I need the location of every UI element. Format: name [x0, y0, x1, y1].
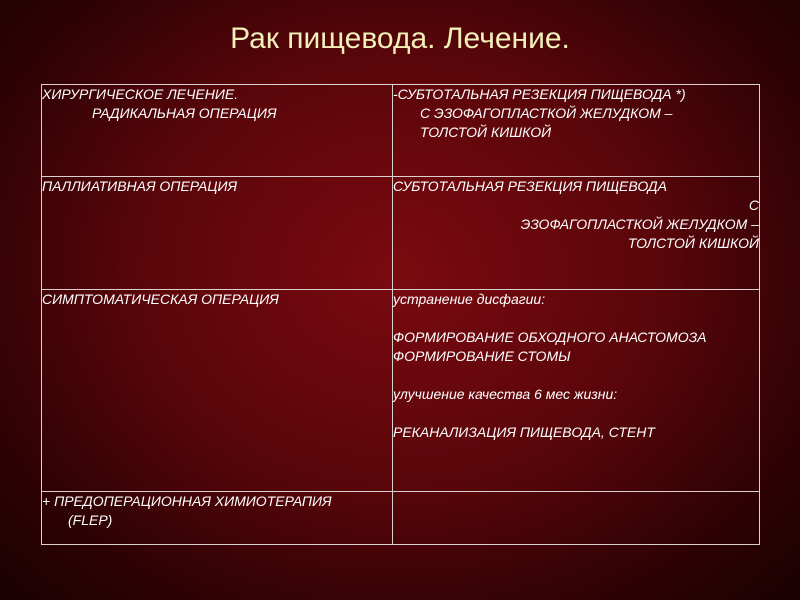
cell-text: -СУБТОТАЛЬНАЯ РЕЗЕКЦИЯ ПИЩЕВОДА *): [393, 86, 686, 102]
cell-text: С: [748, 197, 759, 213]
cell-text: улучшение качества 6 мес жизни:: [393, 386, 618, 402]
cell-text: СИМПТОМАТИЧЕСКАЯ ОПЕРАЦИЯ: [42, 291, 279, 307]
cell-text: С ЭЗОФАГОПЛАСТКОЙ ЖЕЛУДКОМ –: [420, 105, 673, 121]
table-row: [42, 492, 760, 545]
table-cell-empty: [393, 492, 760, 545]
cell-text: ЭЗОФАГОПЛАСТКОЙ ЖЕЛУДКОМ –: [520, 216, 759, 232]
spacer: [393, 404, 759, 423]
cell-text: ТОЛСТОЙ КИШКОЙ: [420, 124, 552, 140]
table-cell: [42, 290, 393, 492]
cell-text: устранение дисфагии:: [393, 291, 546, 307]
cell-text: СУБТОТАЛЬНАЯ РЕЗЕКЦИЯ ПИЩЕВОДА: [393, 178, 667, 194]
cell-text: ПАЛЛИАТИВНАЯ ОПЕРАЦИЯ: [42, 178, 238, 194]
cell-text: РАДИКАЛЬНАЯ ОПЕРАЦИЯ: [92, 105, 277, 121]
table-cell: [42, 85, 393, 177]
table-cell: [42, 492, 393, 545]
table-row: [42, 290, 760, 492]
table-cell: [393, 177, 760, 290]
spacer: [393, 366, 759, 385]
cell-text: ТОЛСТОЙ КИШКОЙ: [627, 235, 759, 251]
cell-text: (FLEP): [68, 512, 113, 528]
table-row: [42, 177, 760, 290]
table-cell: [393, 290, 760, 492]
table-cell: [42, 177, 393, 290]
cell-text: РЕКАНАЛИЗАЦИЯ ПИЩЕВОДА, СТЕНТ: [393, 424, 655, 440]
cell-text: ФОРМИРОВАНИЕ СТОМЫ: [393, 348, 571, 364]
slide-title: Рак пищевода. Лечение.: [230, 22, 570, 55]
table-row: [42, 85, 760, 177]
cell-text: ХИРУРГИЧЕСКОЕ ЛЕЧЕНИЕ.: [42, 86, 239, 102]
table-cell: [393, 85, 760, 177]
spacer: [393, 309, 759, 328]
treatment-table: [41, 84, 760, 545]
cell-text: ФОРМИРОВАНИЕ ОБХОДНОГО АНАСТОМОЗА: [393, 329, 707, 345]
cell-text: + ПРЕДОПЕРАЦИОННАЯ ХИМИОТЕРАПИЯ: [42, 493, 332, 509]
